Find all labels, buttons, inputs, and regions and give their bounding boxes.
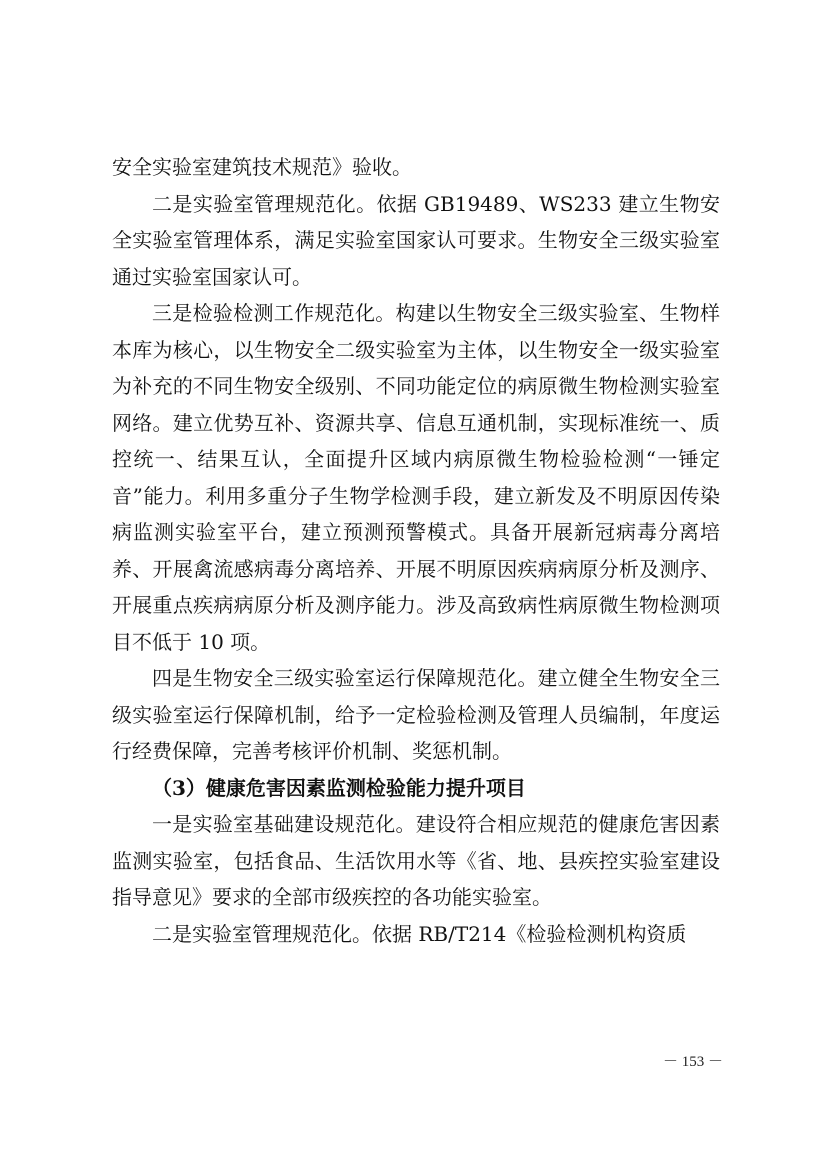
- paragraph-continuation: 安全实验室建筑技术规范》验收。: [112, 155, 412, 179]
- paragraph-bsl3-operation: 四是生物安全三级实验室运行保障规范化。建立健全生物安全三级实验室运行保障机制，给予一定检验检测及管理人员编制，年度运行经费保障，完善考核评价机制、奖惩机制。: [112, 666, 720, 763]
- section-heading: （3）健康危害因素监测检验能力提升项目: [152, 775, 526, 800]
- paragraph-lab-management: 二是实验室管理规范化。依据 GB19489、WS233 建立生物安全实验室管理体系，满足实验室国家认可要求。生物安全三级实验室通过实验室国家认可。: [112, 191, 720, 289]
- document-body: [112, 149, 720, 952]
- paragraph-testing-standardization: 三是检验检测工作规范化。构建以生物安全三级实验室、生物样本库为核心，以生物安全二级实验室为主体，以生物安全一级实验室为补充的不同生物安全级别、不同功能定位的病原微生物检测实验室网络。建立优势互补、资源共享、信息互通机制，实现标准统一、质控统一、结果互认，全面提升区域内病原微生物检验检测“一锤定音”能力。利用多重分子生物学检测手段，建立新发及不明原因传染病监测实验室平台，建立预测预警模式。具备开展新冠病毒分离培养、开展禽流感病毒分离培养、开展不明原因疾病病原分析及测序、开展重点疾病病原分析及测序能力。涉及高致病性病原微生物检测项目不低于 10 项。: [112, 301, 720, 654]
- page-number: － 153 －: [662, 1054, 723, 1070]
- paragraph-lab-infrastructure: 一是实验室基础建设规范化。建设符合相应规范的健康危害因素监测实验室，包括食品、生活饮用水等《省、地、县疾控实验室建设指导意见》要求的全部市级疾控的各功能实验室。: [112, 812, 720, 909]
- paragraph-lab-management-2: 二是实验室管理规范化。依据 RB/T214《检验检测机构资质: [152, 921, 687, 946]
